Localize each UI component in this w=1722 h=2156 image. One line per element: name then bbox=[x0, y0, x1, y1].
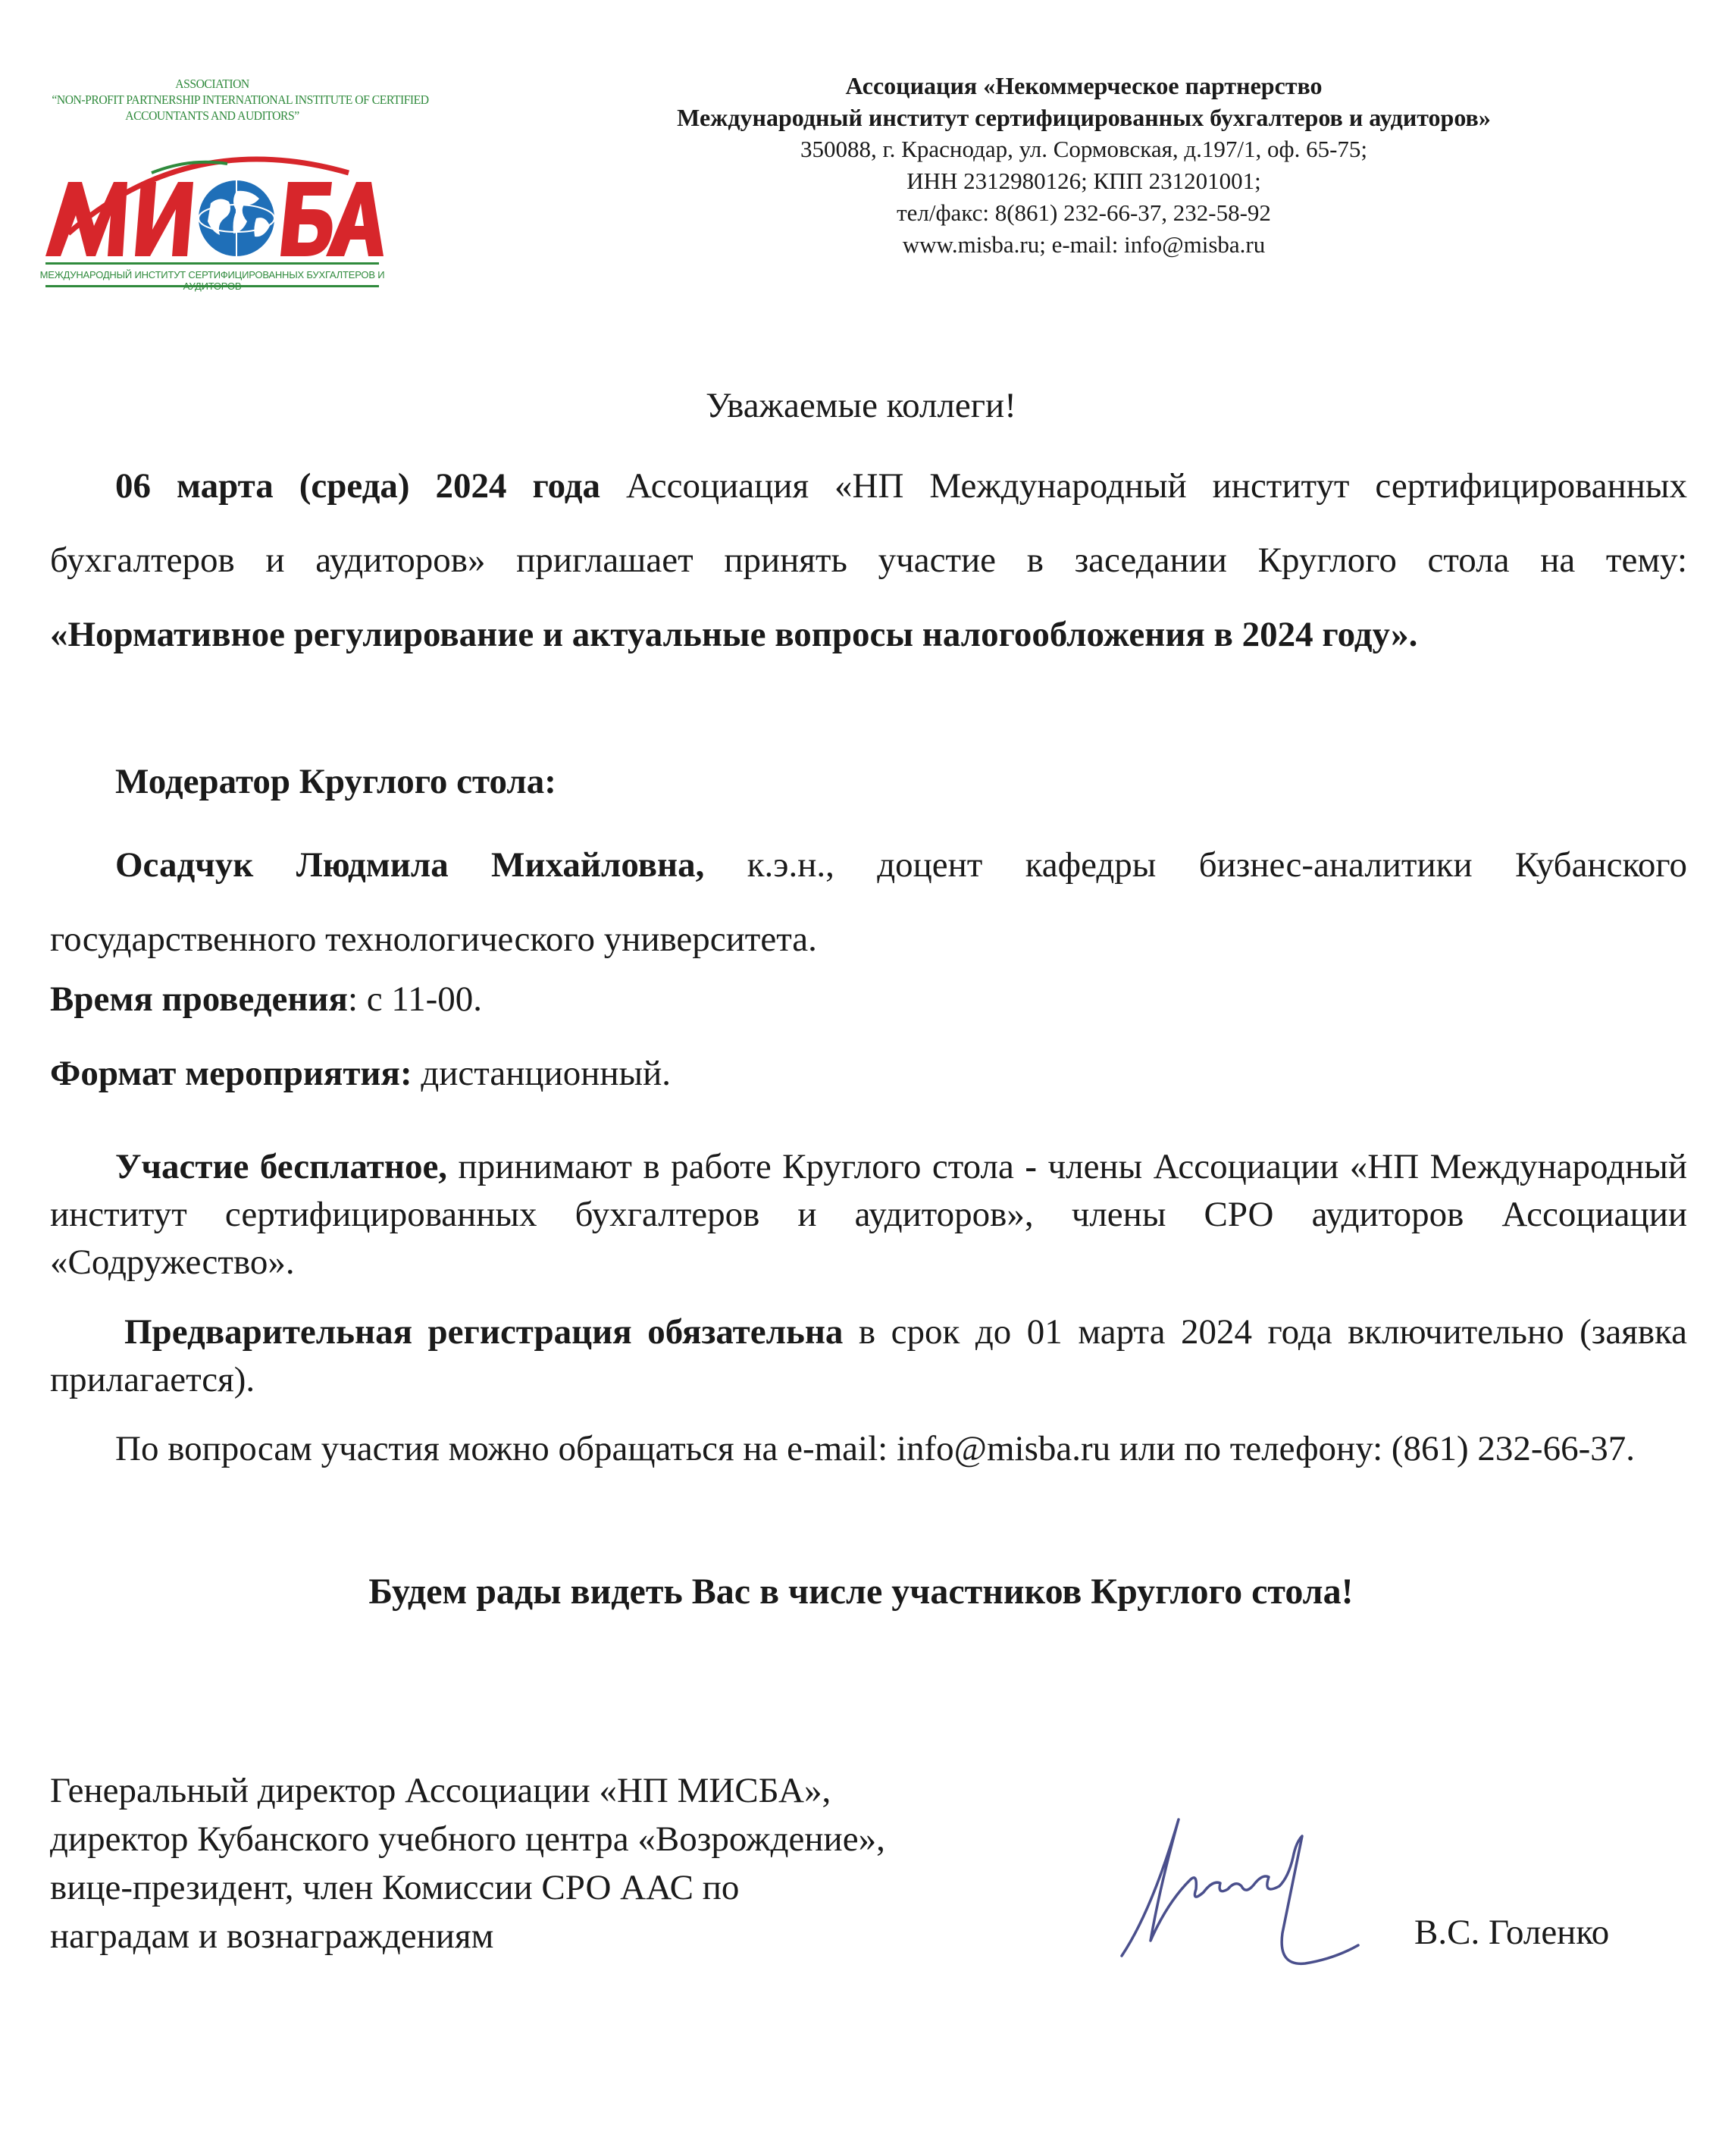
signer-title-block bbox=[50, 1766, 885, 1960]
event-format-label: Формат мероприятия: bbox=[50, 1054, 412, 1093]
org-address: 350088, г. Краснодар, ул. Сормовская, д.197/1, оф. 65-75; bbox=[800, 136, 1368, 162]
event-format-value: дистанционный. bbox=[412, 1054, 672, 1093]
event-time-value: : с 11-00. bbox=[347, 979, 483, 1019]
signer-name: В.С. Голенко bbox=[1414, 1913, 1610, 1952]
signer-title-line-3: вице-президент, член Комиссии СРО ААС по bbox=[50, 1868, 740, 1907]
participation-text-2: члены Ассоциации «НП Международный институт сертифицированных бухгалтеров и аудиторов», члены СРО аудиторов Ассоциации «Содружество». bbox=[50, 1147, 1687, 1282]
event-format bbox=[50, 1051, 1687, 1096]
logo-wordmark-graphic bbox=[38, 143, 387, 264]
misba-logo bbox=[38, 76, 429, 296]
signer-title-line-4: наградам и вознаграждениям bbox=[50, 1916, 494, 1956]
org-name-line-2: Международный институт сертифицированных бухгалтеров и аудиторов» bbox=[677, 104, 1491, 131]
registration-required: Предварительная регистрация обязательна bbox=[124, 1312, 844, 1352]
event-date: 06 марта (среда) 2024 года bbox=[115, 466, 601, 506]
event-topic: «Нормативное регулирование и актуальные вопросы налогообложения в 2024 году». bbox=[50, 615, 1418, 654]
moderator-name: Осадчук Людмила Михайловна, bbox=[115, 845, 705, 885]
logo-top-line-2: “NON-PROFIT PARTNERSHIP INTERNATIONAL INSTITUTE OF CERTIFIED bbox=[52, 92, 429, 107]
org-tax-ids: ИНН 2312980126; КПП 231201001; bbox=[906, 168, 1261, 194]
participation-paragraph bbox=[50, 1143, 1687, 1286]
logo-top-line-1: ASSOCIATION bbox=[175, 77, 249, 91]
organization-header bbox=[523, 70, 1645, 261]
participation-dash: - bbox=[1025, 1147, 1037, 1186]
registration-paragraph bbox=[50, 1308, 1687, 1404]
contact-paragraph: По вопросам участия можно обращаться на e-mail: info@misba.ru или по телефону: (861) 232-66-37. bbox=[115, 1429, 1635, 1468]
closing-line: Будем рады видеть Вас в числе участников Круглого стола! bbox=[368, 1572, 1354, 1612]
intro-paragraph bbox=[50, 449, 1687, 672]
logo-rule-top bbox=[45, 262, 379, 265]
logo-top-text bbox=[52, 76, 429, 124]
moderator-details: к.э.н., доцент кафедры бизнес-аналитики Кубанского государственного технологического университета. bbox=[50, 845, 1687, 959]
org-phone: тел/факс: 8(861) 232-66-37, 232-58-92 bbox=[897, 199, 1271, 226]
org-name-line-1: Ассоциация «Некоммерческое партнерство bbox=[845, 72, 1323, 99]
logo-rule-bottom bbox=[45, 285, 379, 287]
signer-title-line-1: Генеральный директор Ассоциации «НП МИСБА», bbox=[50, 1771, 831, 1810]
intro-text: Ассоциация «НП Международный институт сертифицированных бухгалтеров и аудиторов» приглашает принять участие в заседании Круглого стола на тему: bbox=[50, 466, 1687, 580]
handwritten-signature bbox=[1107, 1804, 1379, 2001]
logo-bottom-text: МЕЖДУНАРОДНЫЙ ИНСТИТУТ СЕРТИФИЦИРОВАННЫХ БУХГАЛТЕРОВ И bbox=[39, 269, 385, 280]
logo-top-line-3: ACCOUNTANTS AND AUDITORS” bbox=[125, 108, 299, 123]
greeting: Уважаемые коллеги! bbox=[706, 386, 1016, 425]
participation-text-1: принимают в работе Круглого стола bbox=[447, 1147, 1025, 1186]
participation-free: Участие бесплатное, bbox=[115, 1147, 448, 1186]
org-web-email: www.misba.ru; e-mail: info@misba.ru bbox=[902, 231, 1266, 258]
moderator-heading bbox=[50, 755, 1687, 808]
moderator-paragraph bbox=[50, 828, 1687, 976]
signer-title-line-2: директор Кубанского учебного центра «Возрождение», bbox=[50, 1819, 885, 1859]
moderator-heading-text: Модератор Круглого стола: bbox=[115, 762, 556, 801]
registration-deadline: в срок до 01 марта 2024 года включительно (заявка прилагается). bbox=[50, 1312, 1688, 1399]
event-time-label: Время проведения bbox=[50, 979, 348, 1019]
event-time bbox=[50, 976, 1687, 1022]
